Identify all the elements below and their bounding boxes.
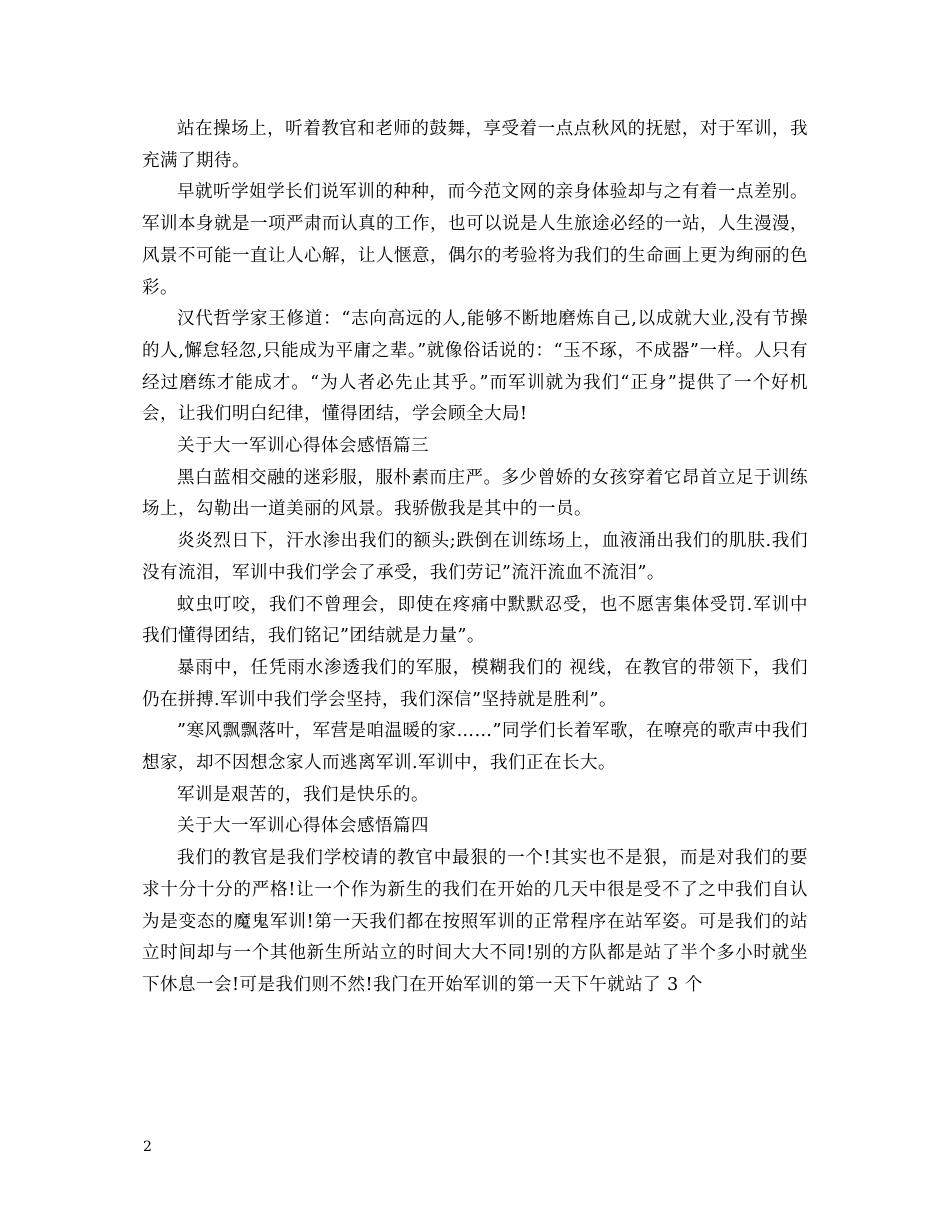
paragraph: 汉代哲学家王修道：“志向高远的人,能够不断地磨炼自己,以成就大业,没有节操的人,懈怠轻忽,只能成为平庸之辈。”就像俗话说的：“玉不琢，不成器”一样。人只有经过磨练才能成才。“为人者必先止其乎。”而军训就为我们“正身”提供了一个好机会，让我们明白纪律，懂得团结，学会顾全大局!	[142, 309, 808, 425]
paragraph: 军训是艰苦的，我们是快乐的。	[177, 784, 429, 805]
paragraph: 早就听学姐学长们说军训的种种，而今范文网的亲身体验却与之有着一点差别。军训本身就是一项严肃而认真的工作，也可以说是人生旅途必经的一站，人生漫漫，风景不可能一直让人心解，让人惬意，偶尔的考验将为我们的生命画上更为绚丽的色彩。	[142, 182, 808, 298]
paragraph: ”寒风飘飘落叶，军营是咱温暖的家……”同学们长着军歌，在嘹亮的歌声中我们想家，却不因想念家人而逃离军训.军训中，我们正在长大。	[142, 721, 808, 774]
paragraph: 炎炎烈日下，汗水渗出我们的额头;跌倒在训练场上，血液涌出我们的肌肤.我们没有流泪，军训中我们学会了承受，我们劳记”流汗流血不流泪”。	[142, 531, 808, 583]
paragraph: 暴雨中，任凭雨水渗透我们的军服，模糊我们的 视线，在教官的带领下，我们仍在拼搏.军训中我们学会坚持，我们深信”坚持就是胜利”。	[142, 657, 808, 710]
page-number: 2	[143, 1139, 152, 1155]
paragraph: 我们的教官是我们学校请的教官中最狠的一个!其实也不是狠，而是对我们的要求十分十分的严格!让一个作为新生的我们在开始的几天中很是受不了之中我们自认为是变态的魔鬼军训!第一天我们都在按照军训的正常程序在站军姿。可是我们的站立时间却与一个其他新生所站立的时间大大不同!别的方队都是站了半个多小时就坐下休息一会!可是我们则不然!我门在开始军训的第一天下午就站了 3 个	[142, 848, 808, 995]
section-heading: 关于大一军训心得体会感悟篇三	[177, 436, 429, 457]
document-body	[142, 114, 808, 1002]
section-heading: 关于大一军训心得体会感悟篇四	[177, 816, 429, 837]
paragraph: 蚊虫叮咬，我们不曾理会，即使在疼痛中默默忍受，也不愿害集体受罚.军训中我们懂得团结，我们铭记”团结就是力量”。	[142, 594, 808, 647]
paragraph: 站在操场上，听着教官和老师的鼓舞，享受着一点点秋风的抚慰，对于军训，我充满了期待。	[142, 119, 808, 171]
paragraph: 黑白蓝相交融的迷彩服，服朴素而庄严。多少曾娇的女孩穿着它昂首立足于训练场上，勾勒出一道美丽的风景。我骄傲我是其中的一员。	[142, 467, 808, 520]
